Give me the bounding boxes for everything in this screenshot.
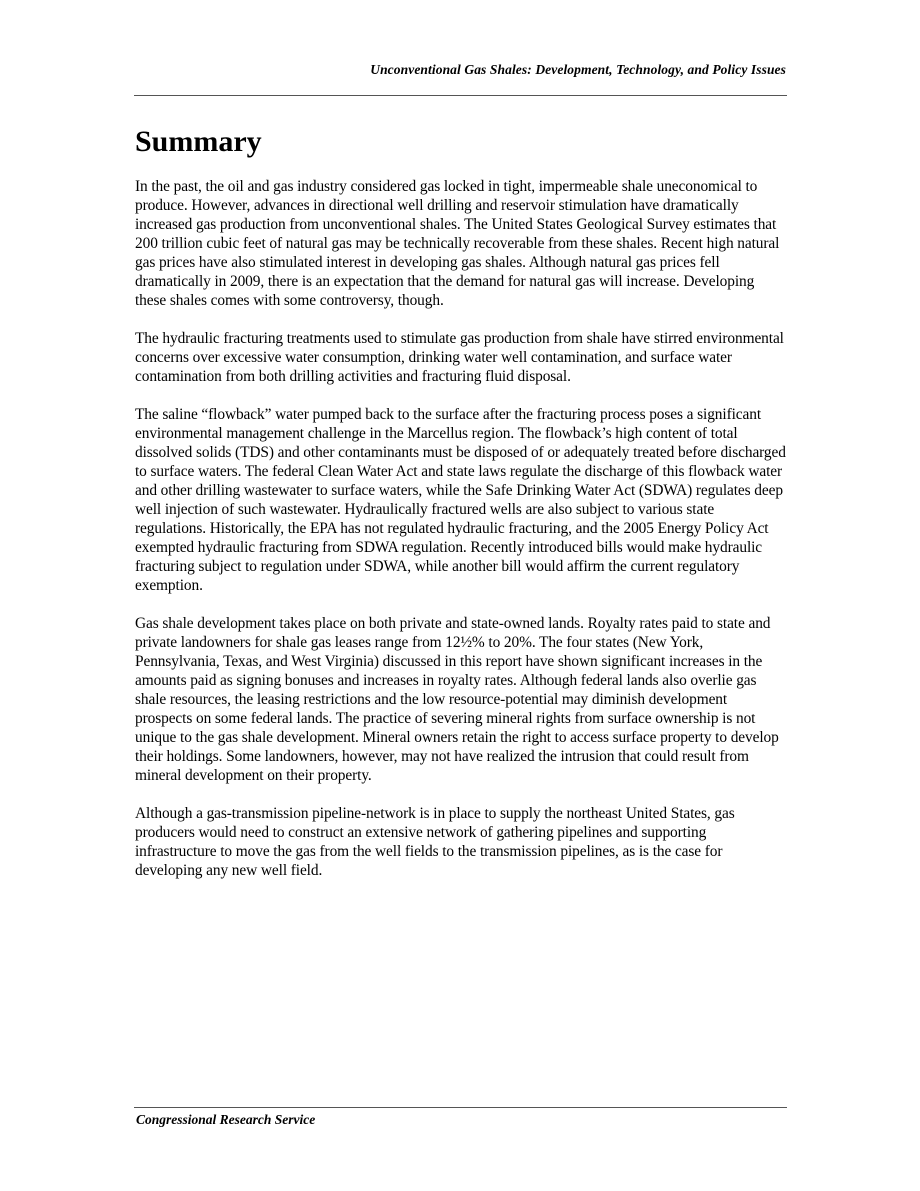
summary-body bbox=[135, 177, 787, 899]
running-header-title: Unconventional Gas Shales: Development, Technology, and Policy Issues bbox=[370, 62, 786, 77]
paragraph-1: In the past, the oil and gas industry considered gas locked in tight, impermeable shale uneconomical to produce. However, advances in directional well drilling and reservoir stimulation have dramatically increased gas production from unconventional shales. The United States Geological Survey estimates that 200 trillion cubic feet of natural gas may be technically recoverable from these shales. Recent high natural gas prices have also stimulated interest in developing gas shales. Although natural gas prices fell dramatically in 2009, there is an expectation that the demand for natural gas will increase. Developing these shales comes with some controversy, though. bbox=[135, 178, 780, 309]
paragraph-3: The saline “flowback” water pumped back to the surface after the fracturing process poses a significant environmental management challenge in the Marcellus region. The flowback’s high content of total dissolved solids (TDS) and other contaminants must be disposed of or adequately treated before discharged to surface waters. The federal Clean Water Act and state laws regulate the discharge of this flowback water and other drilling wastewater to surface waters, while the Safe Drinking Water Act (SDWA) regulates deep well injection of such wastewater. Hydraulically fractured wells are also subject to various state regulations. Historically, the EPA has not regulated hydraulic fracturing, and the 2005 Energy Policy Act exempted hydraulic fracturing from SDWA regulation. Recently introduced bills would make hydraulic fracturing subject to regulation under SDWA, while another bill would affirm the current regulatory exemption. bbox=[135, 406, 786, 594]
footer-divider bbox=[134, 1107, 787, 1108]
footer-source: Congressional Research Service bbox=[136, 1112, 316, 1127]
paragraph-4: Gas shale development takes place on both private and state-owned lands. Royalty rates paid to state and private landowners for shale gas leases range from 12½% to 20%. The four states (New York, Pennsylvania, Texas, and West Virginia) discussed in this report have shown significant increases in the amounts paid as signing bonuses and increases in royalty rates. Although federal lands also overlie gas shale resources, the leasing restrictions and the low resource-potential may diminish development prospects on some federal lands. The practice of severing mineral rights from surface ownership is not unique to the gas shale development. Mineral owners retain the right to access surface property to develop their holdings. Some landowners, however, may not have realized the intrusion that could result from mineral development on their property. bbox=[135, 615, 779, 784]
header-divider bbox=[134, 95, 787, 96]
page-title: Summary bbox=[135, 125, 262, 158]
paragraph-2: The hydraulic fracturing treatments used to stimulate gas production from shale have stirred environmental concerns over excessive water consumption, drinking water well contamination, and surface water contamination from both drilling activities and fracturing fluid disposal. bbox=[135, 330, 784, 385]
paragraph-5: Although a gas-transmission pipeline-network is in place to supply the northeast United States, gas producers would need to construct an extensive network of gathering pipelines and supporting infrastructure to move the gas from the well fields to the transmission pipelines, as is the case for developing any new well field. bbox=[135, 805, 735, 879]
